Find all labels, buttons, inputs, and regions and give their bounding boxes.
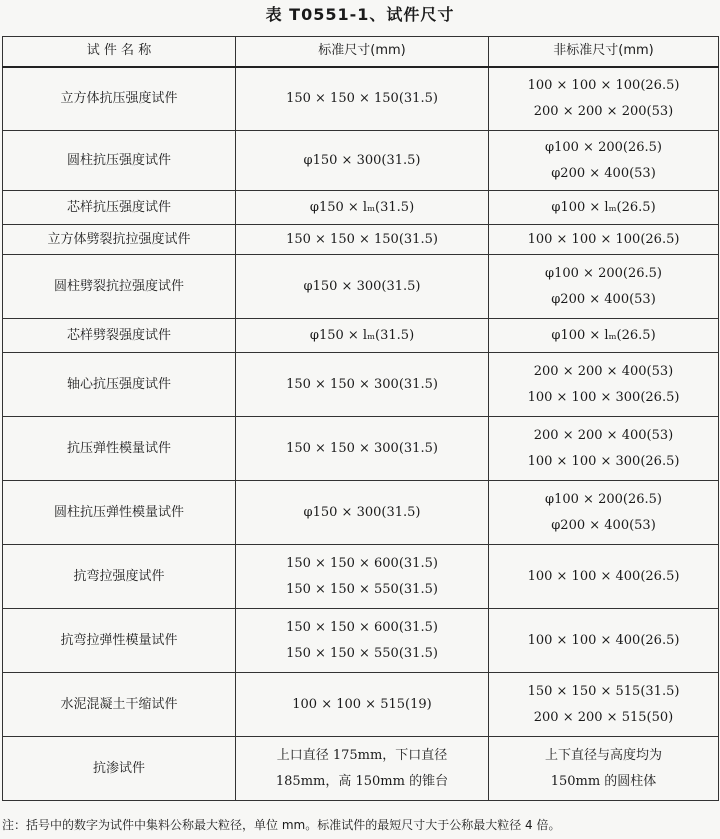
standard-size-cell: [236, 319, 489, 353]
nonstandard-size-cell: [489, 417, 719, 481]
table-row: [3, 673, 719, 737]
header-standard-size: 标准尺寸(mm): [236, 37, 489, 67]
header-specimen-name: 试 件 名 称: [3, 37, 236, 67]
standard-size-value: 150 × 150 × 550(31.5): [286, 645, 438, 661]
table-row: [3, 737, 719, 801]
standard-size-cell: [236, 353, 489, 417]
standard-size-value: 100 × 100 × 515(19): [292, 696, 432, 712]
standard-size-value: 上口直径 175mm，下口直径: [276, 747, 448, 763]
nonstandard-size-cell: [489, 737, 719, 801]
specimen-name-cell: 轴心抗压强度试件: [3, 353, 236, 417]
standard-size-value: 150 × 150 × 300(31.5): [286, 440, 438, 456]
standard-size-value: 150 × 150 × 150(31.5): [286, 90, 438, 106]
standard-size-cell: [236, 191, 489, 225]
nonstandard-size-value: 200 × 200 × 400(53): [533, 363, 674, 379]
specimen-name-cell: 立方体劈裂抗拉强度试件: [3, 225, 236, 255]
standard-size-cell: [236, 737, 489, 801]
specimen-name-cell: 芯样劈裂强度试件: [3, 319, 236, 353]
table-footnote: 注：括号中的数字为试件中集料公称最大粒径，单位 mm。标准试件的最短尺寸大于公称最大粒径 4 倍。: [2, 818, 561, 832]
table-row: [3, 255, 719, 319]
nonstandard-size-cell: [489, 673, 719, 737]
standard-size-cell: [236, 673, 489, 737]
nonstandard-size-value: φ200 × 400(53): [551, 517, 656, 533]
specimen-name-cell: 圆柱抗压弹性模量试件: [3, 481, 236, 545]
specimen-name-cell: 抗弯拉弹性模量试件: [3, 609, 236, 673]
nonstandard-size-value: φ200 × 400(53): [551, 291, 656, 307]
specimen-size-table: [2, 36, 719, 801]
table-row: [3, 225, 719, 255]
table-title: 表 T0551-1、试件尺寸: [265, 5, 455, 24]
standard-size-value: φ150 × lₘ(31.5): [309, 327, 415, 343]
table-header-row: [3, 37, 719, 67]
table-row: [3, 609, 719, 673]
header-nonstandard-size: 非标准尺寸(mm): [489, 37, 719, 67]
specimen-name-cell: 立方体抗压强度试件: [3, 67, 236, 131]
nonstandard-size-value: φ100 × 200(26.5): [545, 265, 662, 281]
table-row: [3, 353, 719, 417]
table-row: [3, 417, 719, 481]
standard-size-cell: [236, 131, 489, 191]
table-row: [3, 67, 719, 131]
specimen-name-cell: 抗弯拉强度试件: [3, 545, 236, 609]
specimen-name-cell: 圆柱劈裂抗拉强度试件: [3, 255, 236, 319]
standard-size-cell: [236, 481, 489, 545]
standard-size-value: 150 × 150 × 600(31.5): [286, 555, 438, 571]
table-row: [3, 545, 719, 609]
specimen-name-cell: 抗压弹性模量试件: [3, 417, 236, 481]
table-row: [3, 319, 719, 353]
nonstandard-size-value: φ200 × 400(53): [551, 165, 656, 181]
nonstandard-size-cell: [489, 609, 719, 673]
nonstandard-size-value: 200 × 200 × 515(50): [533, 709, 674, 725]
nonstandard-size-value: φ100 × 200(26.5): [545, 491, 662, 507]
standard-size-value: φ150 × 300(31.5): [303, 152, 421, 168]
nonstandard-size-value: 150 × 150 × 515(31.5): [527, 683, 680, 699]
nonstandard-size-cell: [489, 255, 719, 319]
nonstandard-size-value: 100 × 100 × 400(26.5): [527, 632, 680, 648]
nonstandard-size-value: 上下直径与高度均为: [544, 747, 662, 763]
standard-size-value: 150 × 150 × 600(31.5): [286, 619, 438, 635]
specimen-name-cell: 圆柱抗压强度试件: [3, 131, 236, 191]
nonstandard-size-value: φ100 × lₘ(26.5): [551, 199, 656, 215]
table-row: [3, 191, 719, 225]
nonstandard-size-value: φ100 × 200(26.5): [545, 139, 662, 155]
nonstandard-size-value: 200 × 200 × 200(53): [533, 103, 674, 119]
standard-size-cell: [236, 609, 489, 673]
nonstandard-size-cell: [489, 319, 719, 353]
nonstandard-size-cell: [489, 481, 719, 545]
standard-size-value: 185mm，高 150mm 的锥台: [275, 773, 449, 789]
standard-size-cell: [236, 67, 489, 131]
table-row: [3, 481, 719, 545]
standard-size-cell: [236, 417, 489, 481]
nonstandard-size-value: 100 × 100 × 100(26.5): [527, 231, 680, 247]
nonstandard-size-cell: [489, 131, 719, 191]
standard-size-cell: [236, 545, 489, 609]
standard-size-value: φ150 × 300(31.5): [303, 278, 421, 294]
standard-size-cell: [236, 255, 489, 319]
nonstandard-size-value: 100 × 100 × 100(26.5): [527, 77, 680, 93]
standard-size-value: φ150 × 300(31.5): [303, 504, 421, 520]
nonstandard-size-cell: [489, 545, 719, 609]
specimen-name-cell: 水泥混凝土干缩试件: [3, 673, 236, 737]
nonstandard-size-value: φ100 × lₘ(26.5): [551, 327, 656, 343]
nonstandard-size-value: 150mm 的圆柱体: [550, 773, 657, 789]
standard-size-value: 150 × 150 × 150(31.5): [286, 231, 438, 247]
specimen-name-cell: 抗渗试件: [3, 737, 236, 801]
nonstandard-size-cell: [489, 191, 719, 225]
standard-size-value: 150 × 150 × 300(31.5): [286, 376, 438, 392]
standard-size-value: 150 × 150 × 550(31.5): [286, 581, 438, 597]
standard-size-cell: [236, 225, 489, 255]
nonstandard-size-cell: [489, 353, 719, 417]
nonstandard-size-value: 100 × 100 × 300(26.5): [527, 389, 680, 405]
table-row: [3, 131, 719, 191]
nonstandard-size-cell: [489, 67, 719, 131]
nonstandard-size-value: 200 × 200 × 400(53): [533, 427, 674, 443]
nonstandard-size-cell: [489, 225, 719, 255]
standard-size-value: φ150 × lₘ(31.5): [309, 199, 415, 215]
specimen-name-cell: 芯样抗压强度试件: [3, 191, 236, 225]
nonstandard-size-value: 100 × 100 × 400(26.5): [527, 568, 680, 584]
nonstandard-size-value: 100 × 100 × 300(26.5): [527, 453, 680, 469]
